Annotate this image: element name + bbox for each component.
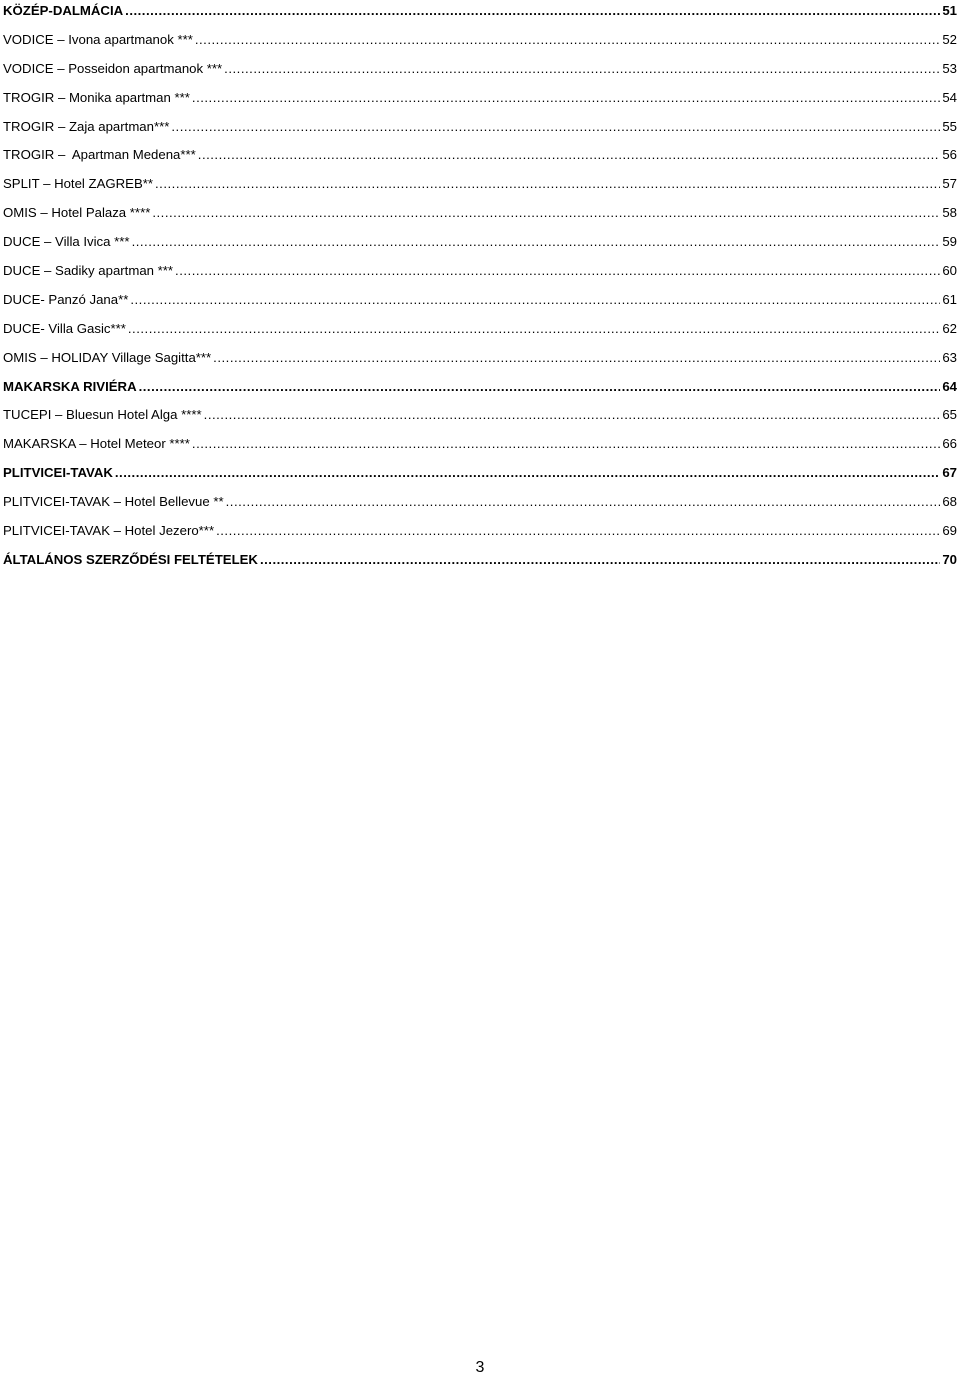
toc-entry[interactable] bbox=[3, 116, 957, 145]
toc-entry-label: VODICE – Ivona apartmanok *** bbox=[3, 31, 193, 47]
toc-entry-label: MAKARSKA – Hotel Meteor **** bbox=[3, 436, 190, 452]
toc-entry[interactable] bbox=[3, 87, 957, 116]
toc-entry-label: PLITVICEI-TAVAK bbox=[3, 465, 113, 481]
toc-entry[interactable] bbox=[3, 29, 957, 58]
toc-entry[interactable] bbox=[3, 260, 957, 289]
toc-entry-page: 51 bbox=[942, 3, 957, 18]
toc-entry[interactable] bbox=[3, 347, 957, 376]
toc-entry-page: 58 bbox=[942, 205, 957, 221]
toc-entry-label: PLITVICEI-TAVAK – Hotel Jezero*** bbox=[3, 523, 215, 539]
toc-entry[interactable] bbox=[3, 376, 957, 405]
toc-dot-leader bbox=[175, 263, 940, 279]
toc-dot-leader bbox=[115, 465, 940, 481]
toc-entry-page: 56 bbox=[942, 147, 957, 163]
toc-entry[interactable] bbox=[3, 462, 957, 491]
toc-dot-leader bbox=[213, 350, 940, 366]
toc-entry-label: MAKARSKA RIVIÉRA bbox=[3, 378, 137, 394]
toc-entry[interactable] bbox=[3, 289, 957, 318]
toc-dot-leader bbox=[139, 379, 941, 395]
toc-entry-page: 57 bbox=[942, 176, 957, 192]
toc-entry-page: 68 bbox=[942, 494, 957, 510]
toc-entry-label: DUCE- Panzó Jana** bbox=[3, 291, 129, 307]
toc-entry[interactable] bbox=[3, 58, 957, 87]
toc-entry[interactable] bbox=[3, 549, 957, 578]
toc-entry-page: 55 bbox=[942, 118, 957, 134]
toc-entry-page: 69 bbox=[942, 523, 957, 539]
toc-entry-label: PLITVICEI-TAVAK – Hotel Bellevue ** bbox=[3, 494, 224, 510]
toc-entry[interactable] bbox=[3, 231, 957, 260]
toc-entry-page: 64 bbox=[942, 378, 957, 394]
toc-dot-leader bbox=[224, 61, 940, 77]
toc-entry[interactable] bbox=[3, 520, 957, 549]
toc-entry-label: VODICE – Posseidon apartmanok *** bbox=[3, 60, 223, 76]
toc-entry-label: TROGIR – Monika apartman *** bbox=[3, 89, 190, 105]
toc-entry-page: 60 bbox=[942, 263, 957, 279]
toc-entry-page: 66 bbox=[942, 436, 957, 452]
toc-entry-label: DUCE – Villa Ivica *** bbox=[3, 234, 130, 250]
toc-dot-leader bbox=[204, 407, 941, 423]
toc-dot-leader bbox=[128, 321, 940, 337]
toc-entry-label: TUCEPI – Bluesun Hotel Alga **** bbox=[3, 407, 202, 423]
toc-dot-leader bbox=[260, 552, 940, 568]
toc-dot-leader bbox=[130, 292, 940, 308]
toc-dot-leader bbox=[125, 3, 940, 19]
toc-dot-leader bbox=[216, 523, 940, 539]
page-number: 3 bbox=[475, 1359, 485, 1376]
toc-entry-label: DUCE – Sadiky apartman *** bbox=[3, 263, 174, 279]
toc-dot-leader bbox=[152, 205, 940, 221]
toc-entry-label: ÁLTALÁNOS SZERZŐDÉSI FELTÉTELEK bbox=[3, 551, 258, 567]
toc-entry-label: SPLIT – Hotel ZAGREB** bbox=[3, 176, 154, 192]
toc-entry[interactable] bbox=[3, 433, 957, 462]
toc-entry-label: KÖZÉP-DALMÁCIA bbox=[3, 3, 124, 18]
toc-entry-label: TROGIR – Apartman Medena*** bbox=[3, 147, 196, 163]
toc-entry-page: 65 bbox=[942, 407, 957, 423]
toc-dot-leader bbox=[132, 234, 941, 250]
toc-entry-label: OMIS – HOLIDAY Village Sagitta*** bbox=[3, 349, 212, 365]
toc-entry-label: TROGIR – Zaja apartman*** bbox=[3, 118, 170, 134]
toc-dot-leader bbox=[198, 147, 941, 163]
toc-entry[interactable] bbox=[3, 318, 957, 347]
toc-entry-page: 54 bbox=[942, 89, 957, 105]
toc-entry-page: 59 bbox=[942, 234, 957, 250]
toc-entry[interactable] bbox=[3, 404, 957, 433]
toc-entry-page: 61 bbox=[942, 291, 957, 307]
toc-dot-leader bbox=[192, 90, 940, 106]
toc-entry[interactable] bbox=[3, 491, 957, 520]
toc-entry[interactable] bbox=[3, 0, 957, 29]
table-of-contents bbox=[3, 0, 957, 578]
toc-entry-label: DUCE- Villa Gasic*** bbox=[3, 320, 126, 336]
toc-dot-leader bbox=[192, 436, 940, 452]
toc-dot-leader bbox=[195, 32, 940, 48]
toc-dot-leader bbox=[226, 494, 941, 510]
toc-entry-page: 52 bbox=[942, 31, 957, 47]
toc-entry[interactable] bbox=[3, 202, 957, 231]
toc-entry[interactable] bbox=[3, 173, 957, 202]
toc-entry-page: 53 bbox=[942, 60, 957, 76]
toc-entry-page: 70 bbox=[942, 551, 957, 567]
toc-entry-label: OMIS – Hotel Palaza **** bbox=[3, 205, 151, 221]
toc-dot-leader bbox=[171, 119, 940, 135]
toc-entry-page: 63 bbox=[942, 349, 957, 365]
toc-entry-page: 67 bbox=[942, 465, 957, 481]
toc-entry[interactable] bbox=[3, 144, 957, 173]
toc-entry-page: 62 bbox=[942, 320, 957, 336]
toc-dot-leader bbox=[155, 176, 940, 192]
